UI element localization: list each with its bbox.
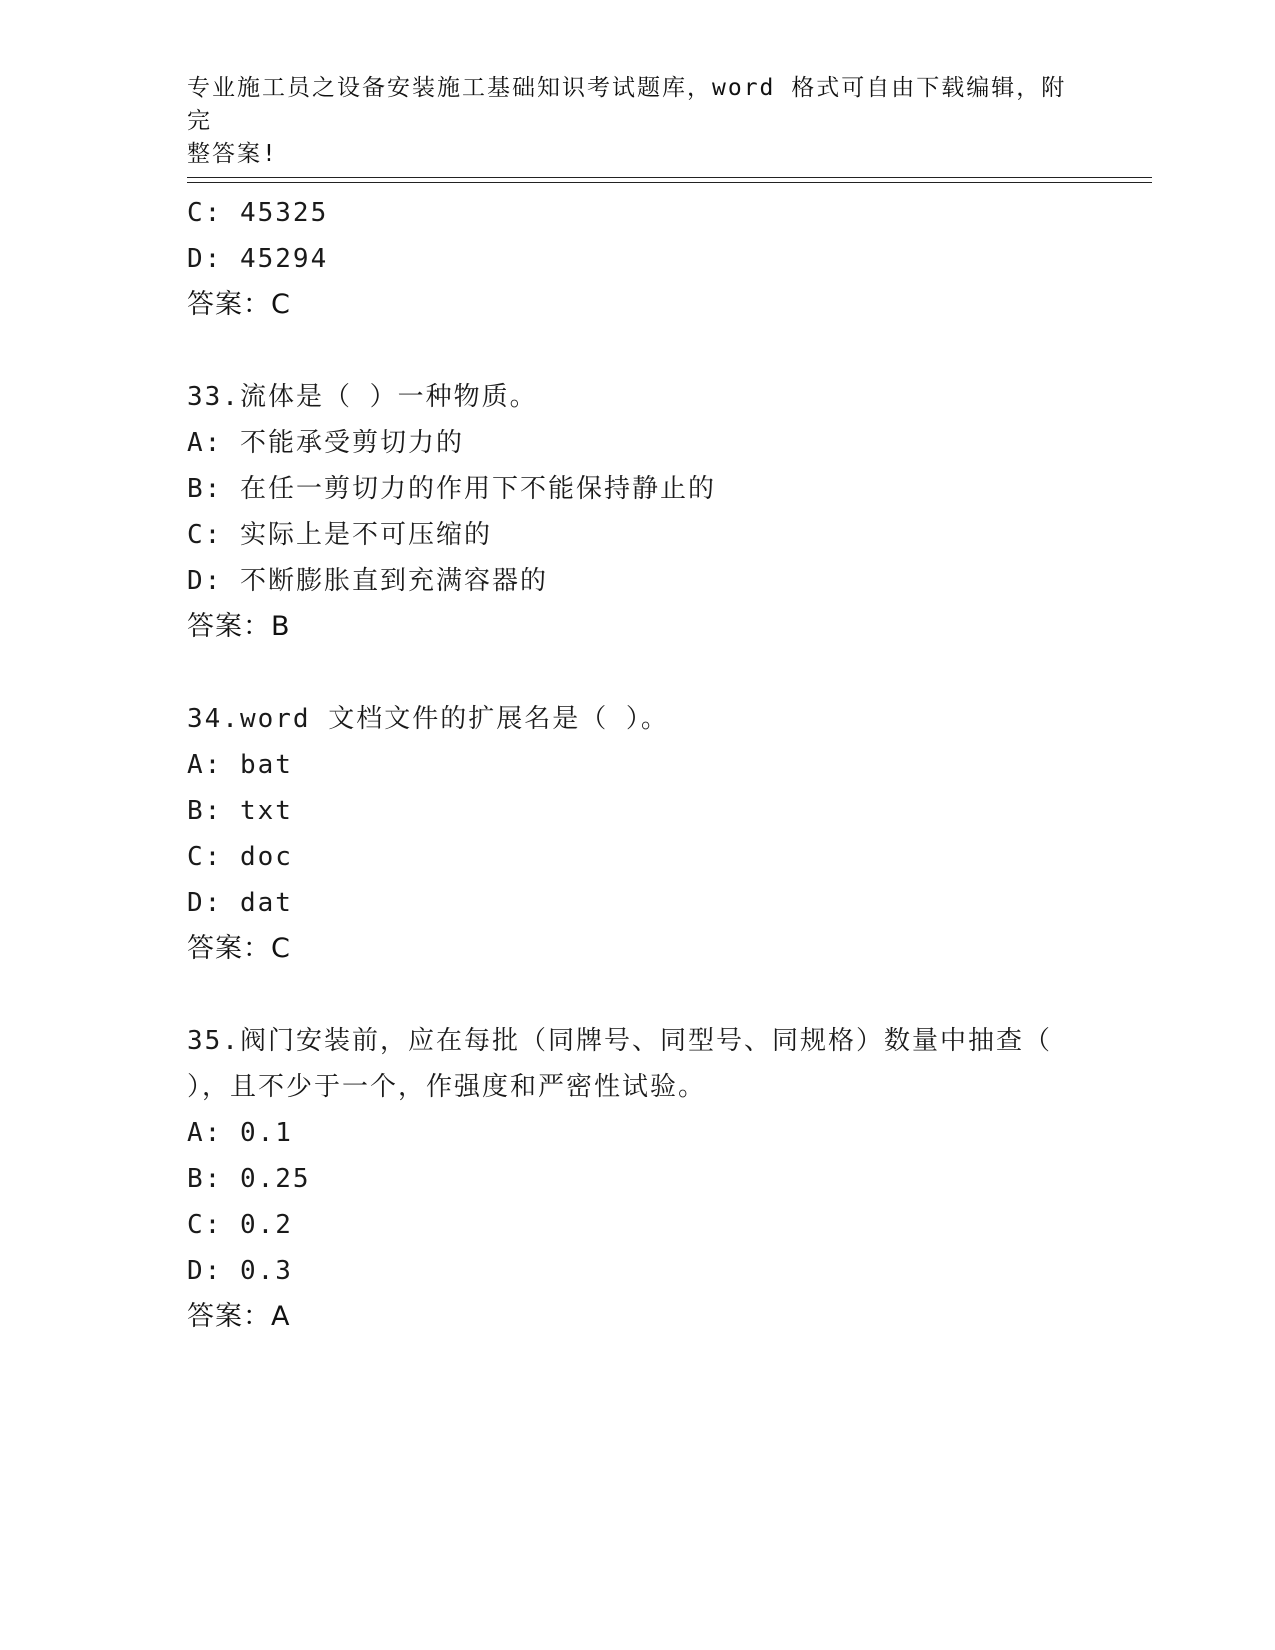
prev-question-block — [187, 190, 1137, 328]
option-d — [187, 236, 1137, 282]
document-header — [187, 72, 1087, 171]
option-label: B: — [187, 1164, 223, 1194]
option-label: C: — [187, 520, 223, 550]
question-34 — [187, 696, 1137, 972]
option-b — [187, 788, 1137, 834]
header-line-2: 整答案! — [187, 141, 278, 167]
spacer — [187, 972, 1137, 1018]
answer-line: 答案：C — [187, 289, 291, 320]
spacer — [187, 650, 1137, 696]
option-label: C: — [187, 842, 223, 872]
option-text: dat — [239, 888, 293, 918]
option-a — [187, 420, 1137, 466]
option-text: txt — [239, 796, 293, 826]
question-33 — [187, 374, 1137, 650]
option-text: 45325 — [239, 198, 329, 228]
question-stem: 33.流体是（ ）一种物质。 — [187, 382, 538, 412]
option-text: 0.1 — [239, 1118, 293, 1148]
option-text: 0.3 — [239, 1256, 293, 1286]
option-label: D: — [187, 1256, 223, 1286]
question-list — [187, 190, 1137, 1340]
option-d — [187, 880, 1137, 926]
option-label: D: — [187, 566, 223, 596]
option-b — [187, 466, 1137, 512]
option-a — [187, 742, 1137, 788]
header-rule-top — [187, 177, 1152, 178]
question-stem-line-1: 35.阀门安装前，应在每批（同牌号、同型号、同规格）数量中抽查（ — [187, 1026, 1052, 1056]
option-text: 不能承受剪切力的 — [239, 428, 464, 458]
option-label: A: — [187, 1118, 223, 1148]
option-c — [187, 190, 1137, 236]
option-text: 实际上是不可压缩的 — [239, 520, 492, 550]
option-label: D: — [187, 244, 223, 274]
question-stem: 34.word 文档文件的扩展名是（ ）。 — [187, 704, 669, 734]
option-label: D: — [187, 888, 223, 918]
option-text: 45294 — [239, 244, 329, 274]
option-label: A: — [187, 750, 223, 780]
option-text: 0.2 — [239, 1210, 293, 1240]
question-stem-line-2: ），且不少于一个，作强度和严密性试验。 — [187, 1072, 707, 1102]
header-line-1: 专业施工员之设备安装施工基础知识考试题库，word 格式可自由下载编辑，附完 — [187, 75, 1067, 134]
option-a — [187, 1110, 1137, 1156]
option-text: 0.25 — [239, 1164, 311, 1194]
option-label: B: — [187, 796, 223, 826]
option-c — [187, 512, 1137, 558]
question-35 — [187, 1018, 1137, 1340]
option-text: doc — [239, 842, 293, 872]
header-rule-bottom — [187, 182, 1152, 183]
option-label: C: — [187, 198, 223, 228]
spacer — [187, 328, 1137, 374]
option-text: bat — [239, 750, 293, 780]
answer-line: 答案：A — [187, 1301, 291, 1332]
option-label: C: — [187, 1210, 223, 1240]
option-text: 在任一剪切力的作用下不能保持静止的 — [239, 474, 716, 504]
option-d — [187, 558, 1137, 604]
option-b — [187, 1156, 1137, 1202]
option-text: 不断膨胀直到充满容器的 — [239, 566, 548, 596]
option-c — [187, 1202, 1137, 1248]
answer-line: 答案：B — [187, 611, 291, 642]
option-c — [187, 834, 1137, 880]
option-label: A: — [187, 428, 223, 458]
option-label: B: — [187, 474, 223, 504]
answer-line: 答案：C — [187, 933, 291, 964]
option-d — [187, 1248, 1137, 1294]
